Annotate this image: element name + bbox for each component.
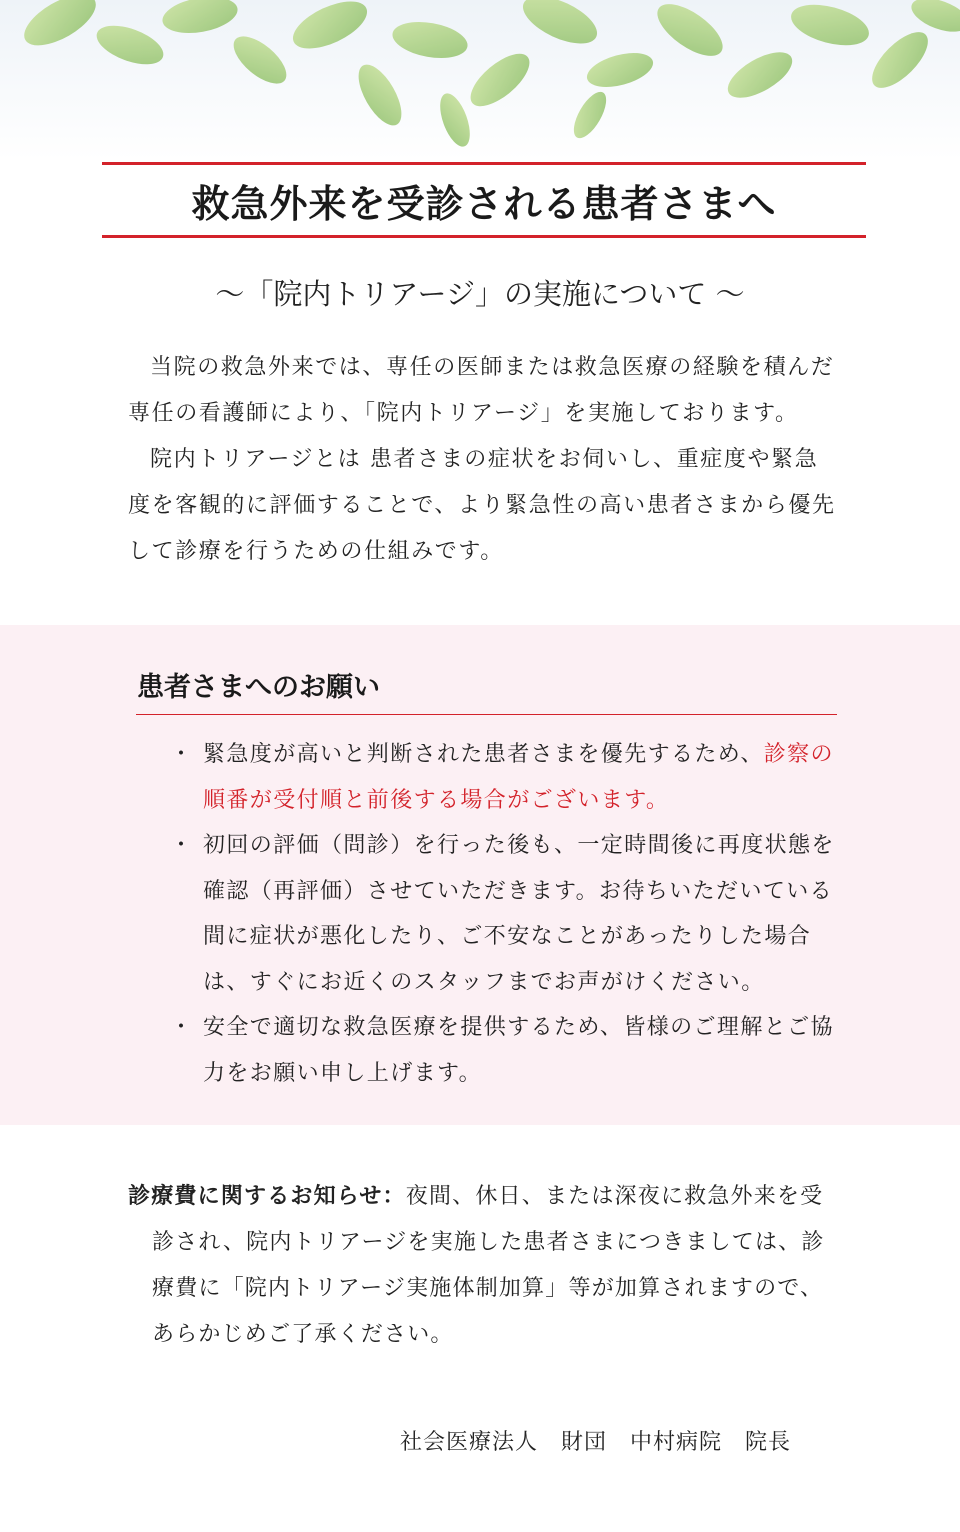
intro-section — [128, 345, 840, 575]
requests-heading: 患者さまへのお願い — [137, 672, 380, 703]
title-box — [102, 162, 866, 238]
fee-notice — [128, 1173, 840, 1358]
page-title: 救急外来を受診される患者さまへ — [191, 180, 777, 226]
fee-notice-label: 診療費に関するお知らせ： — [128, 1183, 406, 1209]
leaf-decoration — [0, 0, 960, 160]
intro-paragraph: 当院の救急外来では、専任の医師または救急医療の経験を積んだ専任の看護師により、「院内トリアージ」を実施しております。 — [128, 355, 835, 426]
page-subtitle: ～「院内トリアージ」の実施について ～ — [215, 277, 745, 311]
bullet: ・ — [170, 742, 194, 767]
requests-section — [0, 625, 960, 1125]
list-item-highlight: 診察の順番が受付順と前後する場合がございます。 — [203, 742, 834, 813]
list-item — [170, 1005, 840, 1096]
list-item-text: 初回の評価（問診）を行った後も、一定時間後に再度状態を確認（再評価）させていただきます。お待ちいただいている間に症状が悪化したり、ご不安なことがあったりした場合は、すぐにお近くのスタッフまでお声がけください。 — [203, 833, 835, 995]
intro-paragraph: 院内トリアージとは 患者さまの症状をお伺いし、重症度や緊急度を客観的に評価することで、より緊急性の高い患者さまから優先して診療を行うための仕組みです。 — [128, 447, 836, 564]
list-item — [170, 823, 840, 1005]
fee-notice-text: 夜間、休日、または深夜に救急外来を受診され、院内トリアージを実施した患者さまにつきましては、診療費に「院内トリアージ実施体制加算」等が加算されますので、あらかじめご了承ください。 — [152, 1184, 825, 1347]
list-item-text: 安全で適切な救急医療を提供するため、皆様のご理解とご協力をお願い申し上げます。 — [203, 1015, 834, 1086]
bullet: ・ — [170, 1015, 194, 1040]
requests-list — [170, 732, 840, 1096]
list-item — [170, 732, 840, 823]
signature: 社会医療法人 財団 中村病院 院長 — [400, 1430, 792, 1455]
heading-divider — [136, 714, 837, 715]
list-item-text: 緊急度が高いと判断された患者さまを優先するため、 — [203, 742, 764, 767]
bullet: ・ — [170, 833, 194, 858]
